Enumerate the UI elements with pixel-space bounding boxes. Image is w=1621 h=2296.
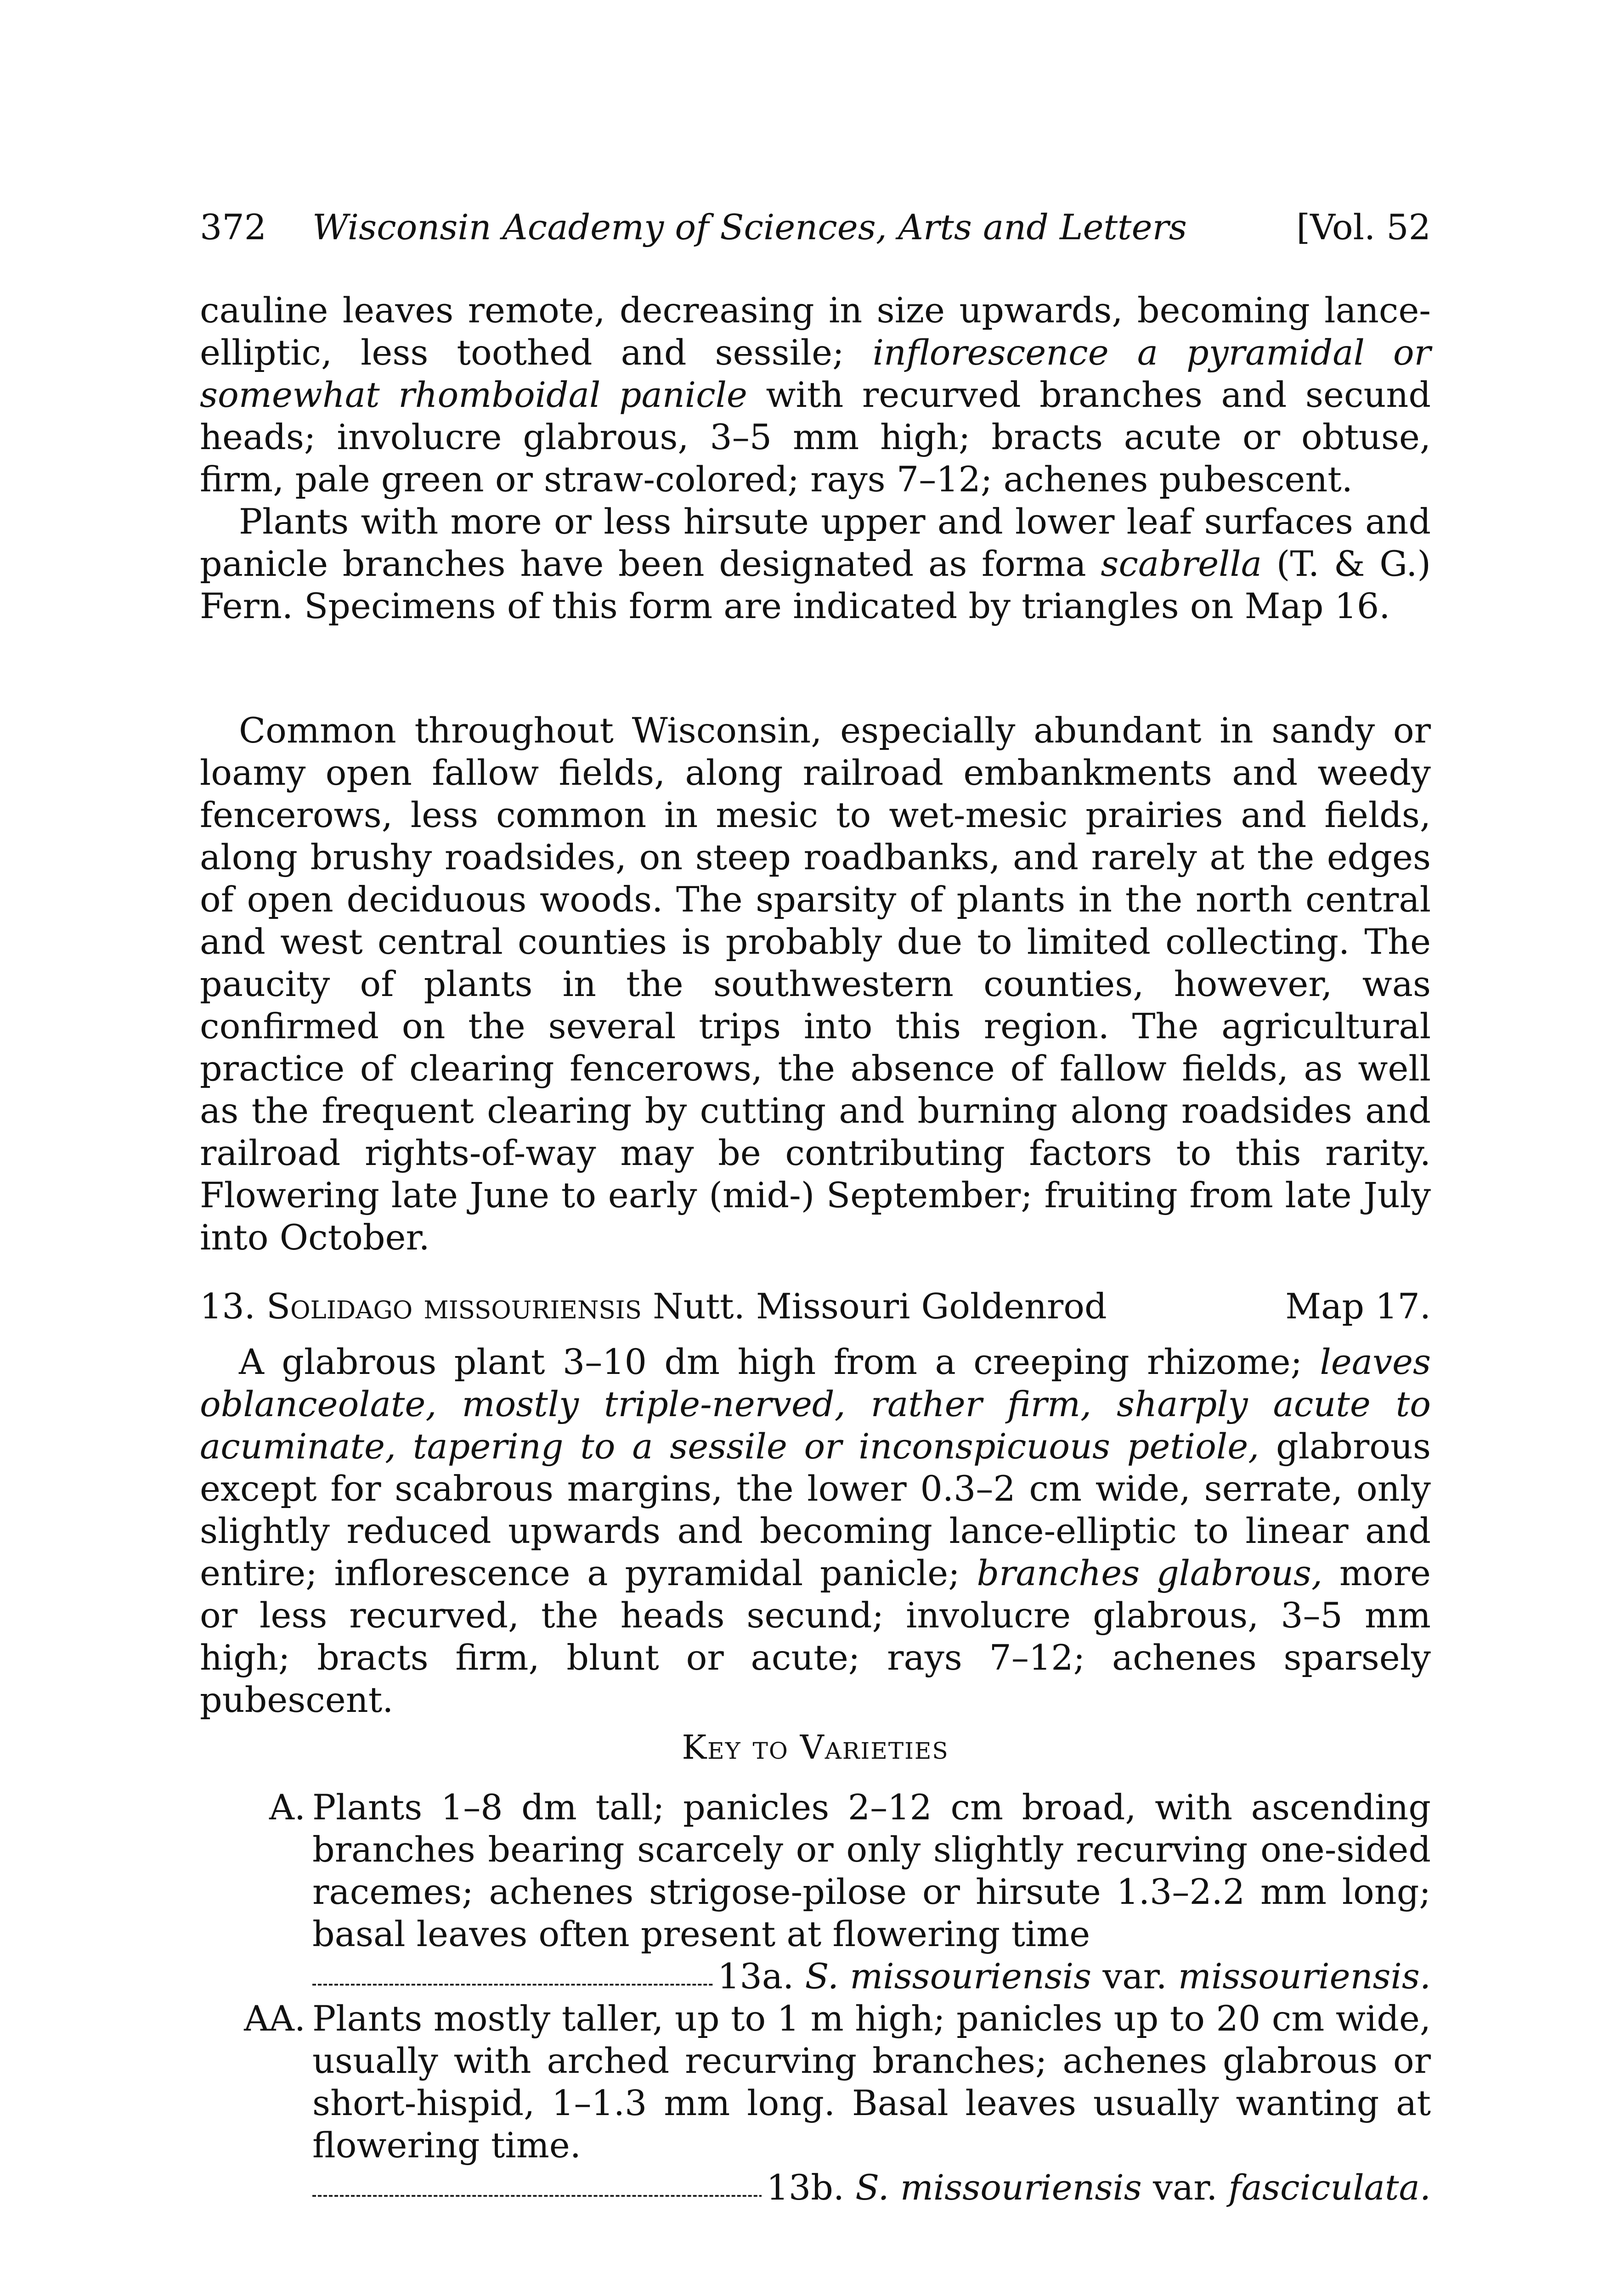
text-run: glabrous except for scabrous margins, the lower 0.3–2 cm wide, serrate, only slightly reduced upwards and becoming lance-elliptic to linear and entire; inflorescence a pyramidal panicle;	[200, 1426, 1431, 1593]
key-title: Key to Varieties	[682, 1728, 949, 1767]
text-run: (T. & G.) Fern. Specimens of this form are indicated by triangles on Map 16.	[200, 543, 1431, 626]
species-genus: Solidago	[266, 1286, 413, 1327]
text-run: Plants with more or less hirsute upper and lower leaf surfaces and panicle branches have been designated as forma	[200, 501, 1431, 584]
species-name	[200, 1281, 1107, 1332]
key-entry-label: A.	[269, 1787, 305, 1828]
species-epithet: missouriensis	[424, 1286, 642, 1327]
text-run: A glabrous plant 3–10 dm high from a creeping rhizome;	[239, 1341, 1320, 1382]
text-run: cauline leaves remote, decreasing in size upwards, becoming lance-elliptic, less toothed and sessile;	[200, 290, 1431, 373]
result-var-label: var.	[1152, 2167, 1218, 2208]
species-author: Nutt.	[653, 1286, 745, 1327]
paragraph-species-description	[200, 1341, 1431, 1721]
result-species: missouriensis	[850, 1956, 1092, 1997]
result-species: missouriensis	[900, 2167, 1142, 2208]
italic-text-run: inflorescence a pyramidal or somewhat rhomboidal panicle	[200, 332, 1431, 415]
italic-text-run: branches glabrous,	[977, 1553, 1323, 1593]
key-entry-result	[312, 2167, 1431, 2209]
key-entry-result	[312, 1955, 1431, 1998]
result-variety: missouriensis.	[1178, 1956, 1431, 1997]
paragraph-distribution: Common throughout Wisconsin, especially abundant in sandy or loamy open fallow fields, along railroad embankments and weedy fencerows, less common in mesic to wet-mesic prairies and fields, along brushy roadsides, on steep roadbanks, and rarely at the edges of open deciduous woods. The sparsity of plants in the north central and west central counties is probably due to limited collecting. The paucity of plants in the southwestern counties, however, was confirmed on the several trips into this region. The agricultural practice of clearing fencerows, the absence of fallow fields, as well as the frequent clearing by cutting and burning along roadsides and railroad rights-of-way may be contributing factors to this rarity. Flowering late June to early (mid-) September; fruiting from late July into October.	[200, 710, 1431, 1258]
species-heading	[200, 1281, 1431, 1332]
result-number: 13b.	[766, 2167, 844, 2208]
result-genus: S.	[855, 2167, 889, 2208]
key-entry-text: Plants mostly taller, up to 1 m high; panicles up to 20 cm wide, usually with arched recurving branches; achenes glabrous or short-hispid, 1–1.3 mm long. Basal leaves usually wanting at flowering time.	[312, 1998, 1431, 2166]
running-header	[200, 202, 1431, 257]
result-number: 13a.	[717, 1956, 794, 1997]
map-reference: Map 17.	[1285, 1286, 1431, 1327]
key-entry-body	[312, 1998, 1431, 2209]
key-entry-body	[312, 1786, 1431, 1998]
result-var-label: var.	[1102, 1956, 1167, 1997]
key-entry-label: AA.	[244, 1998, 305, 2039]
paragraph-description-continued	[200, 289, 1431, 501]
page-number: 372	[200, 207, 267, 248]
key-entry-text: Plants 1–8 dm tall; panicles 2–12 cm broad, with ascending branches bearing scarcely or only slightly recurving one-sided racemes; achenes strigose-pilose or hirsute 1.3–2.2 mm long; basal leaves often present at flowering time	[312, 1787, 1431, 1954]
italic-text-run: scabrella	[1101, 543, 1262, 584]
paragraph-forma-scabrella	[200, 501, 1431, 627]
result-genus: S.	[805, 1956, 839, 1997]
volume-label: [Vol. 52	[1296, 207, 1431, 248]
journal-title: Wisconsin Academy of Sciences, Arts and Letters	[312, 207, 1187, 248]
species-common-name: Missouri Goldenrod	[756, 1286, 1107, 1327]
text-run: more or less recurved, the heads secund; involucre glabrous, 3–5 mm high; bracts firm, blunt or acute; rays 7–12; achenes sparsely pubescent.	[200, 1553, 1431, 1720]
key-result-text	[713, 1955, 1431, 1998]
italic-text-run: leaves oblanceolate, mostly triple-nerved, rather firm, sharply acute to acuminate, tapering to a sessile or inconspicuous petiole,	[200, 1341, 1431, 1467]
text-run: with recurved branches and secund heads; involucre glabrous, 3–5 mm high; bracts acute or obtuse, firm, pale green or straw-colored; rays 7–12; achenes pubescent.	[200, 374, 1431, 500]
species-number: 13.	[200, 1286, 255, 1327]
result-variety: fasciculata.	[1228, 2167, 1431, 2208]
key-result-text	[762, 2167, 1431, 2209]
